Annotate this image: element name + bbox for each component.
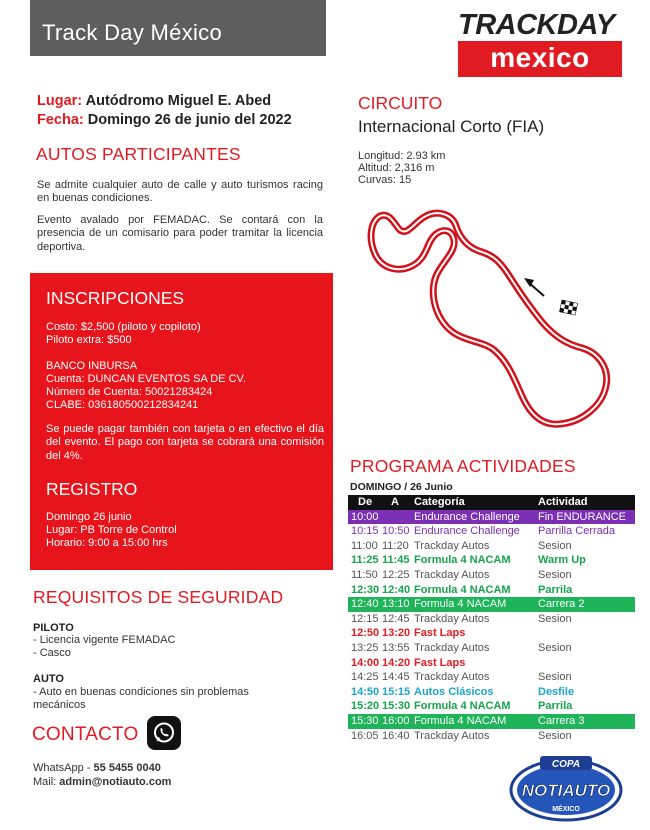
row-a: 13:20 xyxy=(382,627,411,640)
schedule-row xyxy=(348,539,635,554)
contacto-heading: CONTACTO xyxy=(32,724,139,745)
row-a: 13:10 xyxy=(382,598,410,611)
circuito-heading: CIRCUITO xyxy=(358,93,443,113)
row-de: 11:00 xyxy=(351,539,378,552)
row-a: 14:45 xyxy=(382,671,410,684)
piloto-req-1: - Licencia vigente FEMADAC xyxy=(33,634,176,646)
event-location xyxy=(37,93,271,109)
registro-dia: Domingo 26 junio xyxy=(46,511,132,523)
row-actividad: Sesion xyxy=(538,568,572,581)
piloto-req-2: - Casco xyxy=(33,647,71,659)
date-value: Domingo 26 de junio del 2022 xyxy=(87,112,292,128)
schedule-row xyxy=(348,699,635,714)
programa-dia: DOMINGO / 26 Junio xyxy=(350,481,453,493)
schedule-row xyxy=(348,553,635,568)
row-categoria: Fast Laps xyxy=(414,627,466,640)
brand-top-text: TRACKDAY xyxy=(458,9,615,41)
date-label: Fecha: xyxy=(37,112,84,128)
row-a: 16:00 xyxy=(382,714,410,727)
piloto-label: PILOTO xyxy=(33,622,74,634)
mail-line xyxy=(33,776,171,789)
inscripciones-box xyxy=(30,273,333,570)
row-categoria: Trackday Autos xyxy=(414,641,490,654)
schedule-row xyxy=(348,568,635,583)
schedule-table xyxy=(348,495,635,743)
row-de: 14:50 xyxy=(351,685,380,698)
schedule-row xyxy=(348,685,635,700)
inscripciones-heading: INSCRIPCIONES xyxy=(46,288,185,308)
row-actividad: Desfile xyxy=(538,685,575,698)
header-de: De xyxy=(358,496,373,508)
row-categoria: Trackday Autos xyxy=(414,539,490,552)
direction-arrow-icon xyxy=(524,278,544,296)
row-actividad: Sesion xyxy=(538,729,572,742)
row-a: 14:20 xyxy=(382,656,411,669)
header-bar xyxy=(30,0,326,56)
row-categoria: Formula 4 NACAM xyxy=(414,700,511,713)
row-actividad: Sesion xyxy=(538,641,572,654)
schedule-row xyxy=(348,641,635,656)
programa-heading: PROGRAMA ACTIVIDADES xyxy=(350,456,576,476)
schedule-row xyxy=(348,583,635,598)
longitud-text: Longitud: 2.93 km xyxy=(358,150,446,162)
whatsapp-line xyxy=(33,762,161,775)
row-de: 12:40 xyxy=(351,598,379,611)
row-de: 10:00 xyxy=(351,510,379,523)
autos-paragraph-2: Evento avalado por FEMADAC. Se contará con la presencia de un comisario para poder tramitar la licencia deportiva. xyxy=(37,214,323,253)
row-a: 10:50 xyxy=(382,525,410,538)
autos-heading: AUTOS PARTICIPANTES xyxy=(36,144,241,164)
autos-paragraph-1: Se admite cualquier auto de calle y auto turismos racing en buenas condiciones. xyxy=(37,179,323,205)
logo-mexico-text: MÉXICO xyxy=(552,806,580,813)
circuito-name: Internacional Corto (FIA) xyxy=(358,117,545,136)
header-actividad: Actividad xyxy=(538,496,588,508)
schedule-row xyxy=(348,656,635,671)
logo-copa-text: COPA xyxy=(551,759,581,770)
registro-heading: REGISTRO xyxy=(46,479,138,499)
row-de: 14:25 xyxy=(351,671,379,684)
checkered-flag-icon xyxy=(560,300,578,315)
row-a: 16:40 xyxy=(382,729,410,742)
piloto-extra-text: Piloto extra: $500 xyxy=(46,334,132,346)
row-de: 15:30 xyxy=(351,714,379,727)
row-categoria: Endurance Challenge xyxy=(414,510,520,523)
location-value: Autódromo Miguel E. Abed xyxy=(85,93,272,109)
row-categoria: Fast Laps xyxy=(414,656,466,669)
row-de: 11:25 xyxy=(351,554,379,567)
row-actividad: Parrila xyxy=(538,583,573,596)
schedule-row xyxy=(348,626,635,641)
auto-req-1: - Auto en buenas condiciones sin problemas mecánicos xyxy=(33,686,249,712)
header-categoria: Categoría xyxy=(414,496,465,508)
schedule-row xyxy=(348,670,635,685)
row-actividad: Carrera 3 xyxy=(538,714,585,727)
copa-notiauto-logo xyxy=(508,752,624,824)
schedule-row xyxy=(348,597,635,612)
location-label: Lugar: xyxy=(37,93,83,109)
row-a: 12:45 xyxy=(382,612,410,625)
row-categoria: Trackday Autos xyxy=(414,729,490,742)
row-categoria: Trackday Autos xyxy=(414,568,490,581)
altitud-text: Altitud: 2,316 m xyxy=(358,162,435,174)
row-actividad: Parrilla Cerrada xyxy=(538,525,616,538)
pago-text: Se puede pagar también con tarjeta o en efectivo el día del evento. El pago con tarjeta se cobrará una comisión del 4%. xyxy=(46,423,324,462)
row-de: 15:20 xyxy=(351,700,380,713)
registro-horario: Horario: 9:00 a 15:00 hrs xyxy=(46,537,168,549)
row-actividad: Parrila xyxy=(538,700,573,713)
row-categoria: Endurance Challenge xyxy=(414,525,520,538)
curvas-text: Curvas: 15 xyxy=(358,174,412,186)
row-a: 11:45 xyxy=(382,554,410,567)
row-de: 13:25 xyxy=(351,641,379,654)
row-categoria: Autos Clásicos xyxy=(414,685,494,698)
schedule-row xyxy=(348,729,635,744)
schedule-row xyxy=(348,612,635,627)
schedule-header-row xyxy=(348,495,635,510)
row-categoria: Trackday Autos xyxy=(414,612,490,625)
page-title: Track Day México xyxy=(42,20,223,45)
registro-lugar: Lugar: PB Torre de Control xyxy=(46,524,177,536)
row-a: 12:25 xyxy=(382,568,410,581)
row-de: 16:05 xyxy=(351,729,379,742)
costo-text: Costo: $2,500 (piloto y copiloto) xyxy=(46,321,201,333)
row-actividad: Fin ENDURANCE xyxy=(538,510,627,523)
whatsapp-label: WhatsApp - xyxy=(33,762,94,774)
row-actividad: Warm Up xyxy=(538,554,586,567)
row-a: 11:20 xyxy=(382,539,409,552)
track-map-icon xyxy=(358,200,630,450)
row-actividad: Sesion xyxy=(538,671,572,684)
event-date xyxy=(37,112,292,128)
mail-address[interactable]: admin@notiauto.com xyxy=(59,776,172,788)
row-de: 12:15 xyxy=(351,612,379,625)
banco-text: BANCO INBURSA xyxy=(46,360,138,372)
row-categoria: Formula 4 NACAM xyxy=(414,554,511,567)
header-a: A xyxy=(391,496,399,508)
brand-bottom-text: mexico xyxy=(458,41,622,77)
row-actividad: Sesion xyxy=(538,539,572,552)
row-de: 12:50 xyxy=(351,627,380,640)
row-categoria: Formula 4 NACAM xyxy=(414,598,507,611)
whatsapp-number[interactable]: 55 5455 0040 xyxy=(93,762,161,774)
row-categoria: Trackday Autos xyxy=(414,671,490,684)
row-de: 12:30 xyxy=(351,583,380,596)
trackday-mexico-logo xyxy=(458,10,622,77)
row-categoria: Formula 4 NACAM xyxy=(414,714,507,727)
row-actividad: Sesion xyxy=(538,612,572,625)
logo-main-text: NOTIAUTO xyxy=(521,781,611,800)
schedule-row xyxy=(348,524,635,539)
schedule-row xyxy=(348,714,635,729)
row-a: 15:30 xyxy=(382,700,411,713)
cuenta-text: Cuenta: DUNCAN EVENTOS SA DE CV. xyxy=(46,373,246,385)
row-de: 11:50 xyxy=(351,568,378,581)
requisitos-heading: REQUISITOS DE SEGURIDAD xyxy=(33,587,284,607)
row-actividad: Carrera 2 xyxy=(538,598,585,611)
numero-cuenta-text: Número de Cuenta: 50021283424 xyxy=(46,386,213,398)
row-de: 10:15 xyxy=(351,525,379,538)
row-de: 14:00 xyxy=(351,656,380,669)
schedule-row xyxy=(348,510,635,525)
row-a: 13:55 xyxy=(382,641,410,654)
row-a: 15:15 xyxy=(382,685,411,698)
mail-label: Mail: xyxy=(33,776,60,788)
whatsapp-icon[interactable] xyxy=(147,716,181,750)
clabe-text: CLABE: 036180500212834241 xyxy=(46,399,199,411)
row-categoria: Formula 4 NACAM xyxy=(414,583,511,596)
row-a: 12:40 xyxy=(382,583,411,596)
auto-label: AUTO xyxy=(33,673,64,685)
